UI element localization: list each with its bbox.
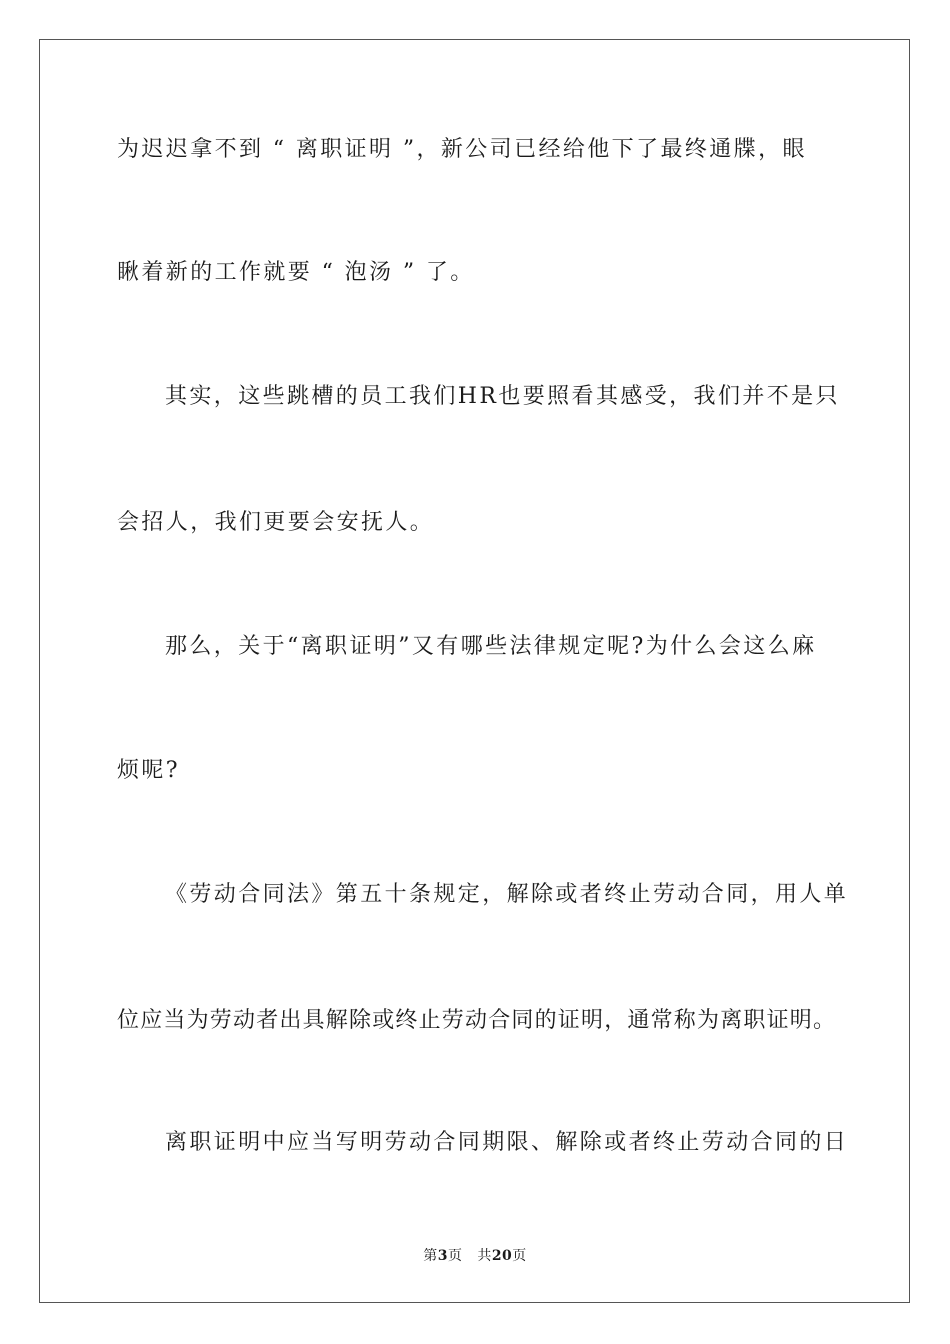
text-line-8: 位应当为劳动者出具解除或终止劳动合同的证明，通常称为离职证明。: [117, 1008, 837, 1033]
page-suffix: 页: [447, 1248, 463, 1264]
page-footer: [0, 1246, 950, 1266]
text-line-3: 其实，这些跳槽的员工我们HR也要照看其感受，我们并不是只: [165, 384, 840, 409]
text-line-9: 离职证明中应当写明劳动合同期限、解除或者终止劳动合同的日: [165, 1130, 849, 1155]
page-number: 3: [437, 1248, 448, 1264]
text-line-5: 那么，关于“离职证明”又有哪些法律规定呢?为什么会这么麻: [165, 634, 817, 659]
text-line-4: 会招人，我们更要会安抚人。: [117, 510, 435, 535]
text-line-7: 《劳动合同法》第五十条规定，解除或者终止劳动合同，用人单: [165, 882, 849, 907]
total-suffix: 页: [512, 1248, 527, 1264]
total-prefix: 共: [477, 1248, 492, 1264]
total-pages: 20: [491, 1248, 513, 1264]
page-prefix: 第: [423, 1248, 438, 1264]
text-line-6: 烦呢?: [117, 758, 180, 783]
text-line-2: 瞅着新的工作就要 “ 泡汤 ” 了。: [117, 260, 475, 285]
text-line-1: 为迟迟拿不到 “ 离职证明 ”，新公司已经给他下了最终通牒，眼: [117, 137, 807, 162]
page-border: [39, 39, 910, 1303]
